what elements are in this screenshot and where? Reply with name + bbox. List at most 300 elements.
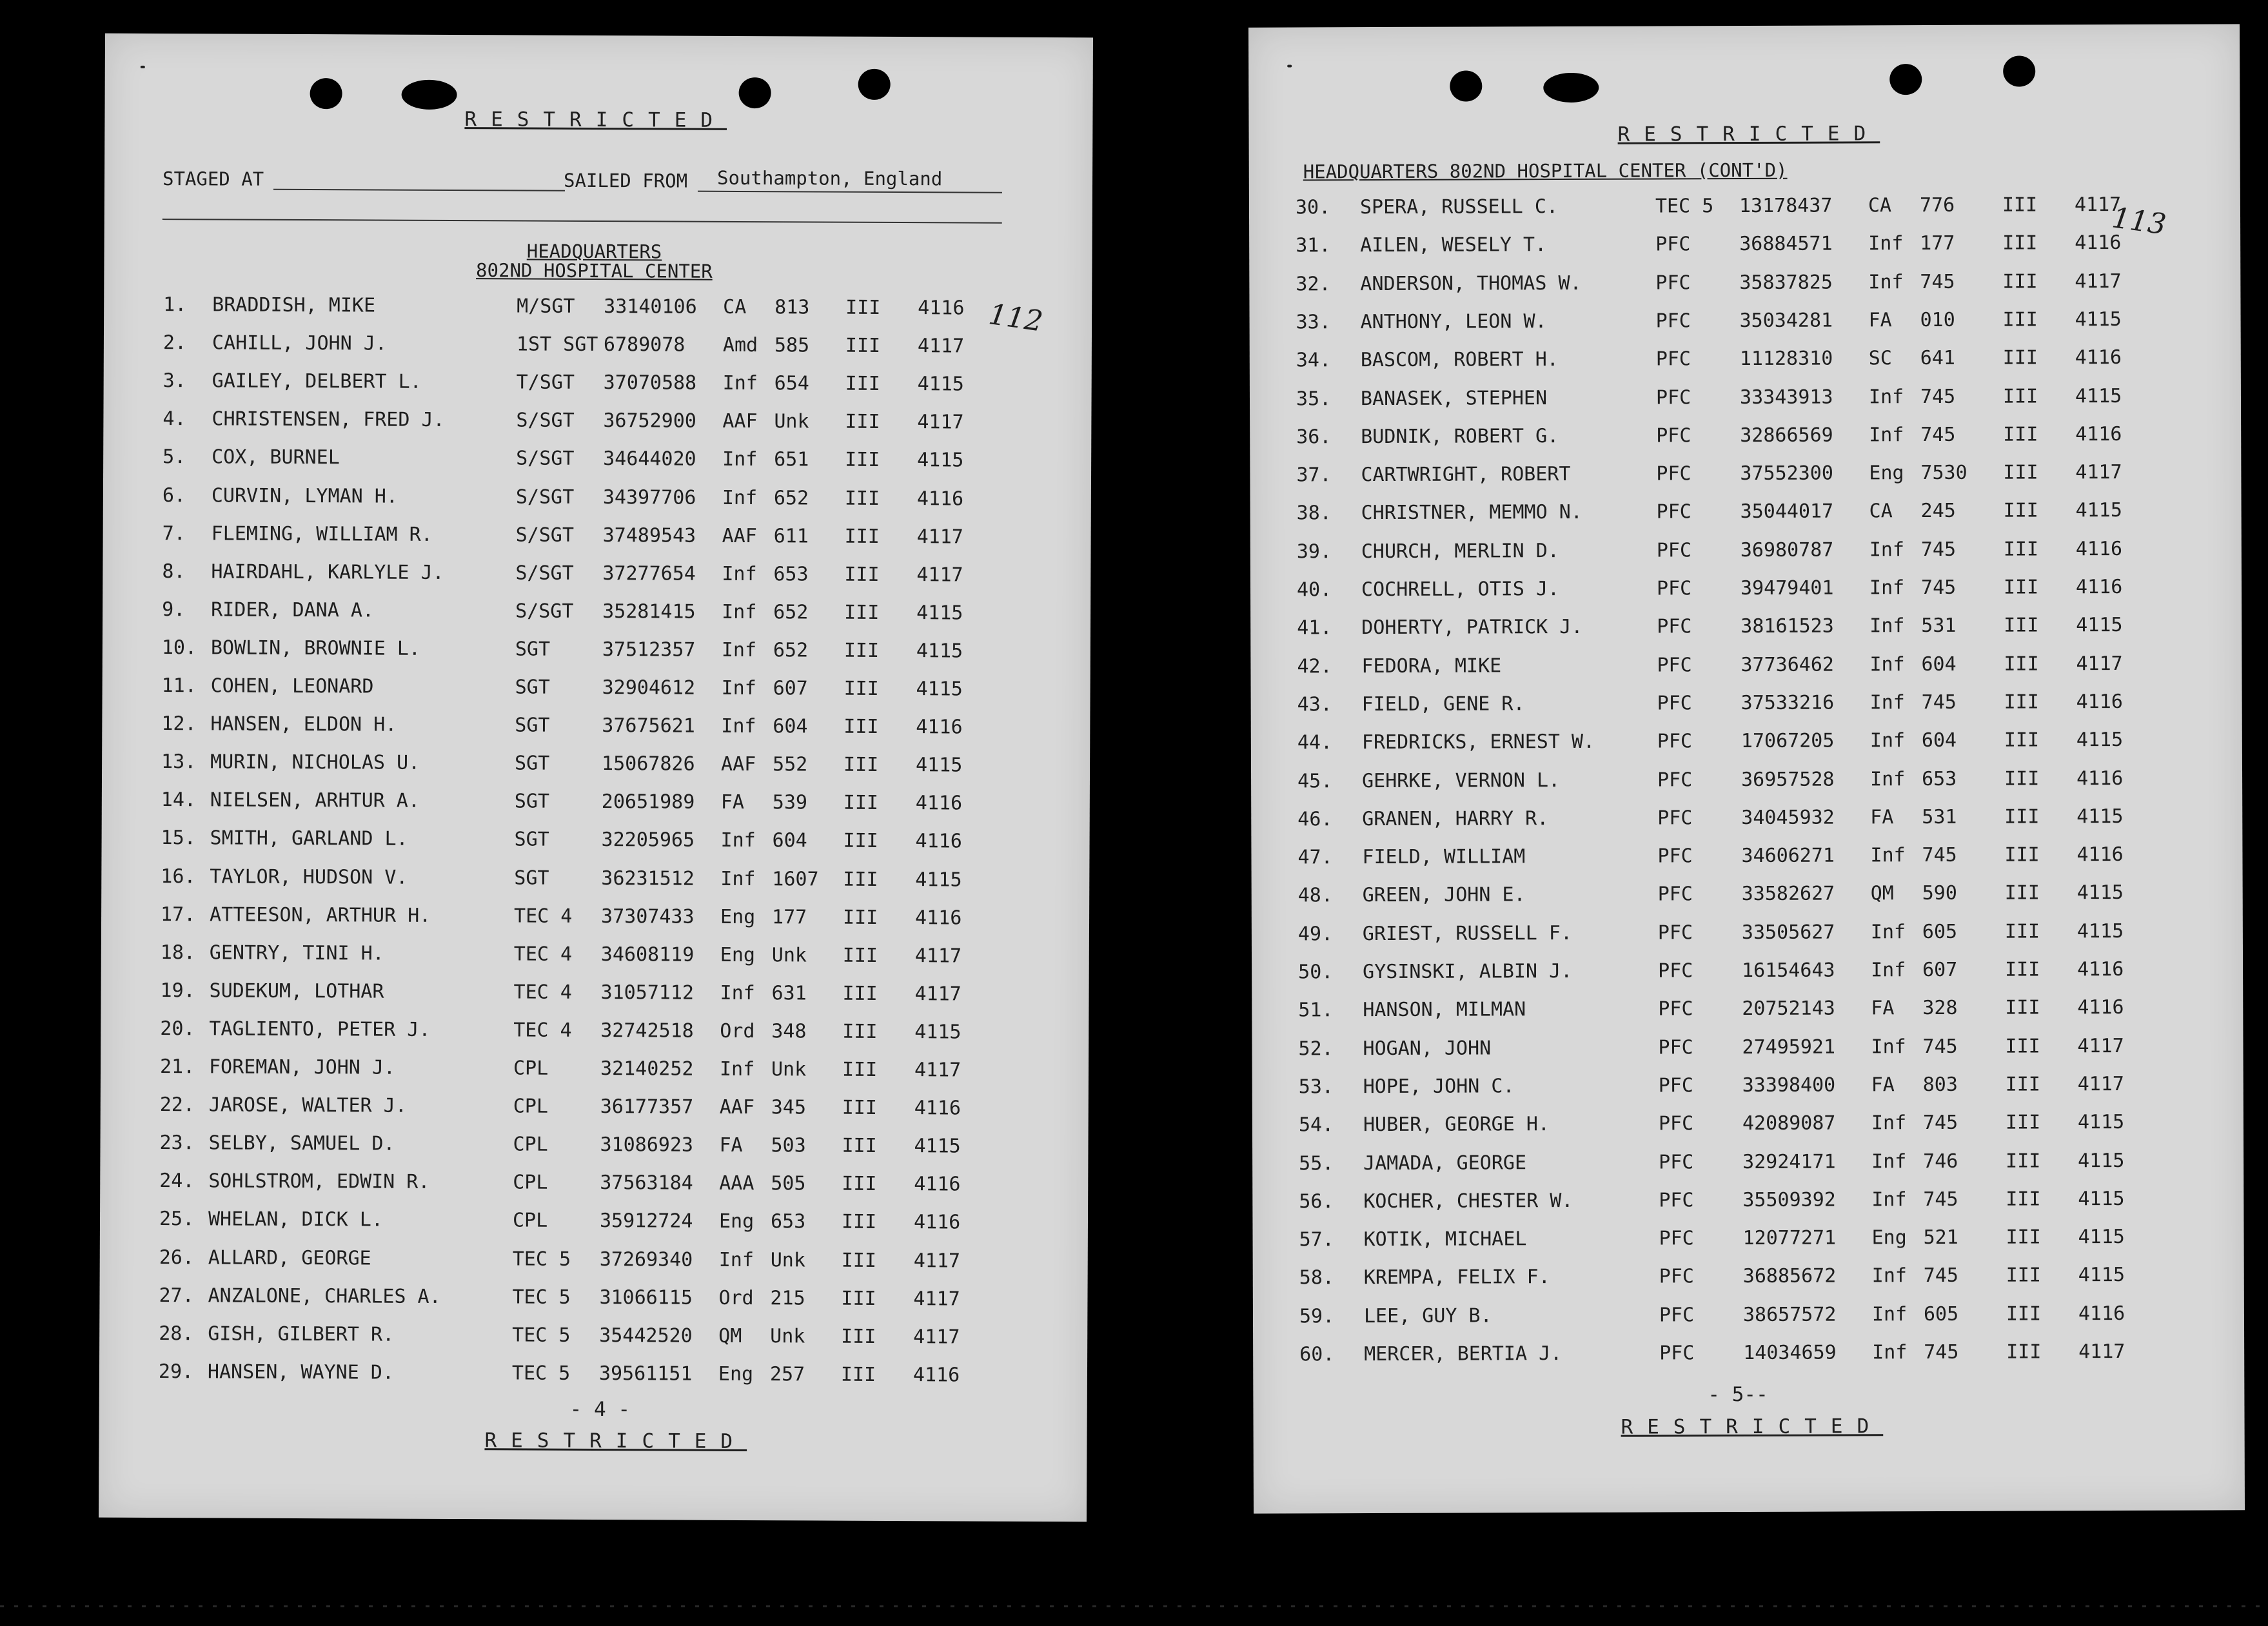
roster-row <box>1250 614 2242 653</box>
roster-mos: Unk <box>771 943 807 967</box>
roster-name: GREEN, JOHN E. <box>1362 883 1526 907</box>
roster-arm: FA <box>720 791 745 814</box>
roster-serial: 15067826 <box>602 752 695 776</box>
roster-code: 4115 <box>916 754 963 777</box>
roster-name: KREMPA, FELIX F. <box>1363 1266 1550 1289</box>
roster-code: 4117 <box>2076 652 2123 675</box>
roster-mos: 745 <box>1920 423 1956 446</box>
roster-mos: 328 <box>1922 997 1958 1020</box>
roster-name: RIDER, DANA A. <box>211 598 375 622</box>
roster-arm: Inf <box>1868 270 1904 293</box>
roster-rank: CPL <box>513 1133 548 1156</box>
roster-serial: 20651989 <box>601 790 695 814</box>
roster-serial: 42089087 <box>1742 1112 1836 1135</box>
roster-arm: Inf <box>1869 538 1905 562</box>
roster-rank: PFC <box>1658 1074 1693 1097</box>
roster-row <box>101 903 1089 943</box>
roster-mos: 590 <box>1922 882 1957 905</box>
roster-code: 4117 <box>2075 461 2122 484</box>
roster-num: 18. <box>160 941 196 964</box>
unit-title <box>459 241 729 281</box>
roster-code: 4116 <box>2077 957 2124 981</box>
roster-rank: PFC <box>1657 730 1693 753</box>
roster-name: NIELSEN, ARHTUR A. <box>210 789 420 813</box>
roster-name: AILEN, WESELY T. <box>1360 233 1547 257</box>
roster-num: 32. <box>1296 272 1331 296</box>
roster-arm: Inf <box>720 867 756 890</box>
roster-mos: 345 <box>771 1096 807 1119</box>
roster-row <box>1252 996 2243 1035</box>
roster-serial: 16154643 <box>1742 959 1835 983</box>
roster-class: III <box>2004 729 2040 752</box>
roster-arm: Inf <box>1871 1112 1907 1135</box>
roster-serial: 36957528 <box>1740 768 1835 791</box>
roster-name: ALLARD, GEORGE <box>208 1246 371 1269</box>
roster-rank: PFC <box>1659 1342 1695 1365</box>
roster-num: 27. <box>159 1284 194 1307</box>
roster-row <box>100 1208 1088 1248</box>
roster-rank: PFC <box>1659 1303 1695 1327</box>
roster-code: 4115 <box>2078 1187 2125 1211</box>
roster-row <box>104 369 1092 410</box>
roster-code: 4115 <box>2076 805 2124 828</box>
roster-row <box>101 1055 1089 1096</box>
roster-rank: PFC <box>1655 233 1691 256</box>
roster-num: 39. <box>1296 540 1332 563</box>
unit-title-line2: 802ND HOSPITAL CENTER <box>476 259 713 282</box>
roster-rank: PFC <box>1657 807 1693 830</box>
roster-class: III <box>845 296 881 319</box>
roster-num: 47. <box>1297 846 1333 869</box>
roster-arm: Eng <box>720 943 756 966</box>
punch-hole <box>1889 64 1922 95</box>
roster-code: 4116 <box>2075 231 2122 255</box>
roster-serial: 34606271 <box>1741 844 1835 868</box>
roster-rank: PFC <box>1656 538 1692 562</box>
roster-row <box>1252 1072 2243 1112</box>
roster-arm: AAF <box>721 753 756 776</box>
roster-row <box>101 979 1089 1019</box>
roster-num: 49. <box>1297 922 1334 946</box>
roster-mos: 7530 <box>1920 461 1967 485</box>
roster-name: KOTIK, MICHAEL <box>1363 1228 1527 1251</box>
roster-num: 58. <box>1299 1266 1335 1289</box>
roster-arm: QM <box>1870 882 1894 905</box>
roster-arm: CA <box>723 295 747 319</box>
roster-serial: 32140252 <box>600 1057 694 1081</box>
roster-code: 4115 <box>916 678 963 701</box>
roster-class: III <box>843 868 878 891</box>
roster-code: 4116 <box>913 1211 961 1234</box>
roster-code: 4117 <box>2075 269 2122 293</box>
roster-mos: 605 <box>1923 1302 1959 1326</box>
page-number: - 4 - <box>569 1397 631 1422</box>
roster-mos: Unk <box>774 410 809 433</box>
roster-rank: PFC <box>1658 997 1693 1021</box>
roster-arm: Inf <box>722 448 758 471</box>
roster-num: 46. <box>1297 808 1333 831</box>
roster-class: III <box>845 372 880 396</box>
roster-class: III <box>844 487 880 510</box>
roster-rank: PFC <box>1657 615 1692 638</box>
roster-mos: 531 <box>1921 614 1957 638</box>
roster-num: 36. <box>1296 426 1332 449</box>
roster-arm: AAA <box>719 1172 754 1195</box>
roster-code: 4116 <box>916 716 963 739</box>
roster-class: III <box>2006 1226 2041 1249</box>
roster-mos: 652 <box>773 486 809 509</box>
roster-num: 7. <box>162 522 186 545</box>
roster-class: III <box>845 410 880 434</box>
roster-row <box>1249 269 2240 309</box>
handwritten-page-annotation: 112 <box>986 298 1045 338</box>
roster-serial: 35044017 <box>1740 500 1834 524</box>
roster-rank: PFC <box>1656 462 1691 485</box>
roster-num: 48. <box>1297 884 1333 907</box>
roster-row <box>99 1360 1087 1400</box>
roster-row <box>1249 231 2240 271</box>
roster-num: 60. <box>1299 1343 1335 1366</box>
roster-row <box>1252 957 2243 997</box>
roster-row <box>104 293 1092 334</box>
roster-serial: 34045932 <box>1741 806 1835 829</box>
roster-arm: FA <box>1871 1073 1895 1097</box>
roster-row <box>1251 767 2242 806</box>
roster-code: 4117 <box>2074 193 2122 217</box>
roster-class: III <box>2004 652 2039 676</box>
roster-class: III <box>842 906 878 929</box>
punch-hole <box>2003 55 2035 86</box>
roster-rank: SGT <box>515 752 550 775</box>
roster-mos: 652 <box>773 639 809 662</box>
roster-code: 4115 <box>914 1021 961 1044</box>
roster-serial: 33343913 <box>1739 386 1833 409</box>
roster-class: III <box>844 525 880 548</box>
header-rule <box>163 219 1002 224</box>
roster-arm: CA <box>1868 194 1892 217</box>
punch-hole <box>402 80 457 110</box>
roster-num: 43. <box>1297 693 1332 716</box>
roster-arm: FA <box>719 1134 743 1157</box>
roster-arm: Eng <box>718 1210 754 1233</box>
roster-mos: 654 <box>774 372 809 395</box>
roster-class: III <box>2005 1111 2041 1134</box>
roster-name: FLEMING, WILLIAM R. <box>211 522 433 546</box>
roster-serial: 13178437 <box>1739 194 1833 218</box>
roster-num: 24. <box>159 1170 195 1193</box>
roster-arm: Inf <box>1870 844 1906 867</box>
roster-num: 14. <box>161 789 197 812</box>
roster-num: 15. <box>161 827 196 850</box>
roster-class: III <box>842 944 878 967</box>
roster-num: 59. <box>1299 1304 1335 1328</box>
roster-class: III <box>2003 461 2038 484</box>
roster-code: 4116 <box>2076 690 2123 714</box>
roster-code: 4116 <box>2078 1302 2125 1325</box>
roster-serial: 32742518 <box>600 1019 694 1043</box>
roster-mos: 653 <box>770 1210 806 1233</box>
roster-num: 34. <box>1296 349 1332 372</box>
roster-code: 4116 <box>2075 346 2122 369</box>
roster-name: HANSON, MILMAN <box>1363 998 1526 1022</box>
roster-arm: Inf <box>1869 652 1905 676</box>
roster-class: III <box>2004 881 2040 905</box>
roster-arm: Inf <box>1871 1150 1907 1173</box>
roster-class: III <box>843 791 879 815</box>
roster-arm: Inf <box>1871 1188 1907 1211</box>
roster-code: 4117 <box>914 982 961 1006</box>
roster-mos: 010 <box>1920 308 1955 331</box>
roster-row <box>1252 1225 2243 1264</box>
roster-arm: FA <box>1868 309 1892 332</box>
roster-mos: Unk <box>770 1324 805 1348</box>
roster-row <box>101 1093 1089 1134</box>
roster-mos: 653 <box>1921 767 1957 790</box>
roster-code: 4115 <box>916 640 963 663</box>
roster-arm: CA <box>1869 500 1893 523</box>
roster-name: HOGAN, JOHN <box>1363 1036 1492 1060</box>
roster-num: 41. <box>1297 616 1332 640</box>
roster-serial: 37563184 <box>600 1171 693 1195</box>
roster-rank: PFC <box>1656 424 1691 447</box>
roster-serial: 35281415 <box>602 600 696 623</box>
roster-code: 4116 <box>2076 767 2124 790</box>
roster-name: FIELD, GENE R. <box>1361 692 1525 716</box>
roster-mos: 631 <box>771 981 807 1005</box>
roster-num: 6. <box>162 484 186 507</box>
speck <box>141 66 145 68</box>
roster-mos: 605 <box>1922 920 1958 943</box>
roster-code: 4116 <box>914 1173 961 1196</box>
roster-mos: Unk <box>771 1058 807 1081</box>
roster-code: 4117 <box>916 525 963 549</box>
roster-name: SOHLSTROM, EDWIN R. <box>208 1170 430 1194</box>
roster-name: GEHRKE, VERNON L. <box>1362 769 1561 792</box>
roster-serial: 36980787 <box>1740 538 1834 562</box>
scan-edge-noise <box>0 1605 2268 1607</box>
roster-class: III <box>2004 691 2039 714</box>
roster-rank: T/SGT <box>516 371 575 395</box>
right-page <box>1248 24 2245 1513</box>
roster-code: 4115 <box>2075 499 2122 522</box>
roster-code: 4115 <box>917 373 964 396</box>
roster-serial: 31066115 <box>599 1286 693 1309</box>
roster-name: FEDORA, MIKE <box>1361 654 1502 678</box>
roster-serial: 37533216 <box>1740 691 1835 714</box>
roster-row <box>1250 384 2241 424</box>
roster-num: 26. <box>159 1246 195 1269</box>
roster-name: BRADDISH, MIKE <box>212 293 376 317</box>
roster-mos: 776 <box>1919 193 1955 217</box>
roster-name: SELBY, SAMUEL D. <box>208 1131 395 1155</box>
roster-class: III <box>841 1287 876 1310</box>
roster-code: 4115 <box>2076 919 2124 943</box>
roster-rank: PFC <box>1657 921 1693 945</box>
roster-mos: 245 <box>1920 500 1956 523</box>
roster-rank: PFC <box>1658 1112 1694 1135</box>
roster-rank: PFC <box>1657 653 1692 677</box>
roster-row <box>103 446 1091 486</box>
roster-num: 23. <box>159 1131 195 1155</box>
roster-code: 4116 <box>2075 537 2123 560</box>
roster-class: III <box>844 601 880 624</box>
roster-name: SPERA, RUSSELL C. <box>1359 195 1559 219</box>
roster-num: 56. <box>1299 1190 1334 1213</box>
roster-mos: 607 <box>1922 958 1958 982</box>
roster-code: 4115 <box>2077 1111 2125 1134</box>
roster-name: CHRISTENSEN, FRED J. <box>212 407 445 432</box>
roster-rank: PFC <box>1656 500 1691 524</box>
roster-mos: 177 <box>771 905 807 929</box>
roster-serial: 37489543 <box>602 524 696 547</box>
roster-arm: SC <box>1868 347 1892 370</box>
roster-name: ANTHONY, LEON W. <box>1360 309 1547 333</box>
roster-arm: Inf <box>1869 729 1906 752</box>
roster-serial: 34397706 <box>602 485 696 509</box>
roster-code: 4116 <box>2076 843 2124 867</box>
roster-rank: 1ST SGT <box>516 333 598 357</box>
roster-row <box>103 407 1091 448</box>
roster-row <box>101 1017 1089 1058</box>
roster-class: III <box>841 1249 877 1272</box>
roster-arm: FA <box>1870 806 1894 829</box>
roster-rank: PFC <box>1659 1227 1694 1250</box>
roster-num: 37. <box>1296 464 1332 487</box>
roster-mos: 607 <box>773 677 808 700</box>
roster-arm: AAF <box>722 524 757 547</box>
roster-mos: 604 <box>1921 729 1957 752</box>
roster-arm: AAF <box>722 410 758 433</box>
roster-row <box>101 865 1089 905</box>
roster-row <box>100 1131 1088 1172</box>
roster-rank: PFC <box>1659 1265 1694 1288</box>
roster-num: 25. <box>159 1208 195 1231</box>
roster-mos: 257 <box>769 1362 805 1386</box>
roster-class: III <box>2005 958 2040 981</box>
restricted-top-label: RESTRICTED <box>464 108 727 132</box>
roster-row <box>1252 881 2243 921</box>
roster-arm: Inf <box>1871 959 1906 982</box>
roster-name: GENTRY, TINI H. <box>209 941 384 965</box>
roster-arm: Eng <box>718 1362 754 1386</box>
roster-class: III <box>2004 843 2040 867</box>
roster-rank: PFC <box>1659 1150 1694 1173</box>
roster-row <box>102 789 1090 829</box>
roster-row <box>1251 843 2242 882</box>
roster-code: 4116 <box>916 487 964 510</box>
roster-num: 5. <box>163 446 186 469</box>
unit-title-line1: HEADQUARTERS <box>526 240 662 263</box>
roster-name: FREDRICKS, ERNEST W. <box>1361 730 1595 754</box>
roster-code: 4117 <box>914 1059 961 1082</box>
roster-code: 4117 <box>914 944 962 968</box>
roster-rank: PFC <box>1657 768 1693 791</box>
roster-row <box>1250 422 2241 462</box>
roster-class: III <box>842 1020 878 1043</box>
roster-row <box>101 941 1089 981</box>
roster-row <box>1253 1340 2244 1379</box>
roster-row <box>1250 460 2241 500</box>
roster-class: III <box>843 639 880 662</box>
punch-hole <box>1543 73 1599 103</box>
roster-class: III <box>2002 270 2038 293</box>
roster-name: BASCOM, ROBERT H. <box>1360 348 1559 372</box>
roster-num: 51. <box>1298 999 1334 1022</box>
roster-mos: 745 <box>1922 843 1957 867</box>
roster-code: 4115 <box>2076 881 2124 905</box>
roster-row <box>1251 690 2242 729</box>
roster-name: KOCHER, CHESTER W. <box>1363 1189 1573 1213</box>
roster-class: III <box>2002 308 2038 331</box>
roster-serial: 6789078 <box>603 333 685 357</box>
roster-arm: Inf <box>1869 423 1904 447</box>
roster-class: III <box>2003 538 2039 561</box>
roster-serial: 35912724 <box>599 1210 693 1233</box>
roster-serial: 33505627 <box>1741 921 1835 944</box>
roster-code: 4115 <box>2076 614 2123 637</box>
roster-serial: 14034659 <box>1743 1341 1837 1365</box>
roster-rank: S/SGT <box>516 409 575 433</box>
roster-serial: 37070588 <box>603 371 697 395</box>
roster-class: III <box>2004 920 2040 943</box>
roster-arm: Eng <box>720 905 756 928</box>
roster-class: III <box>2006 1149 2041 1173</box>
roster-class: III <box>2006 1188 2041 1211</box>
roster-mos: 604 <box>773 715 808 738</box>
roster-code: 4117 <box>916 563 963 587</box>
roster-code: 4116 <box>2077 996 2124 1019</box>
roster-code: 4115 <box>2075 308 2122 331</box>
roster-arm: Inf <box>1869 767 1906 790</box>
roster-serial: 37736462 <box>1740 653 1834 676</box>
roster-row <box>102 674 1090 715</box>
roster-name: CHURCH, MERLIN D. <box>1361 539 1559 563</box>
roster-arm: Inf <box>1871 1302 1908 1326</box>
handwritten-page-annotation: 113 <box>2109 201 2169 242</box>
roster-arm: Inf <box>722 486 758 509</box>
roster-mos: 803 <box>1922 1073 1958 1096</box>
roster-name: CAHILL, JOHN J. <box>212 331 387 355</box>
roster-class: III <box>2004 767 2040 790</box>
roster-rank: CPL <box>512 1209 548 1233</box>
roster-mos: 539 <box>772 791 808 814</box>
roster-num: 54. <box>1298 1113 1334 1137</box>
roster-arm: Ord <box>718 1286 754 1309</box>
sailed-from-label: SAILED FROM <box>563 169 688 192</box>
roster-serial: 12077271 <box>1742 1226 1837 1250</box>
roster-rank: CPL <box>513 1095 549 1118</box>
roster-serial: 35442520 <box>599 1324 693 1347</box>
roster-mos: Unk <box>770 1248 806 1271</box>
roster-arm: Inf <box>722 562 757 585</box>
roster-arm: Eng <box>1871 1226 1907 1249</box>
roster-row <box>103 560 1090 600</box>
roster-arm: Inf <box>1869 576 1905 600</box>
roster-row <box>1250 575 2242 614</box>
roster-num: 8. <box>162 560 186 583</box>
roster-name: DOHERTY, PATRICK J. <box>1361 616 1583 640</box>
roster-rank: SGT <box>515 676 550 699</box>
roster-serial: 33140106 <box>604 295 697 318</box>
page-number: - 5-- <box>1708 1382 1768 1407</box>
roster-rank: TEC 4 <box>513 1019 572 1042</box>
roster-arm: Inf <box>720 981 755 1004</box>
roster-serial: 34608119 <box>600 943 695 966</box>
roster-mos: 745 <box>1924 1340 1959 1364</box>
roster-serial: 17067205 <box>1740 729 1835 753</box>
roster-row <box>1250 308 2241 347</box>
roster-code: 4117 <box>913 1325 960 1349</box>
